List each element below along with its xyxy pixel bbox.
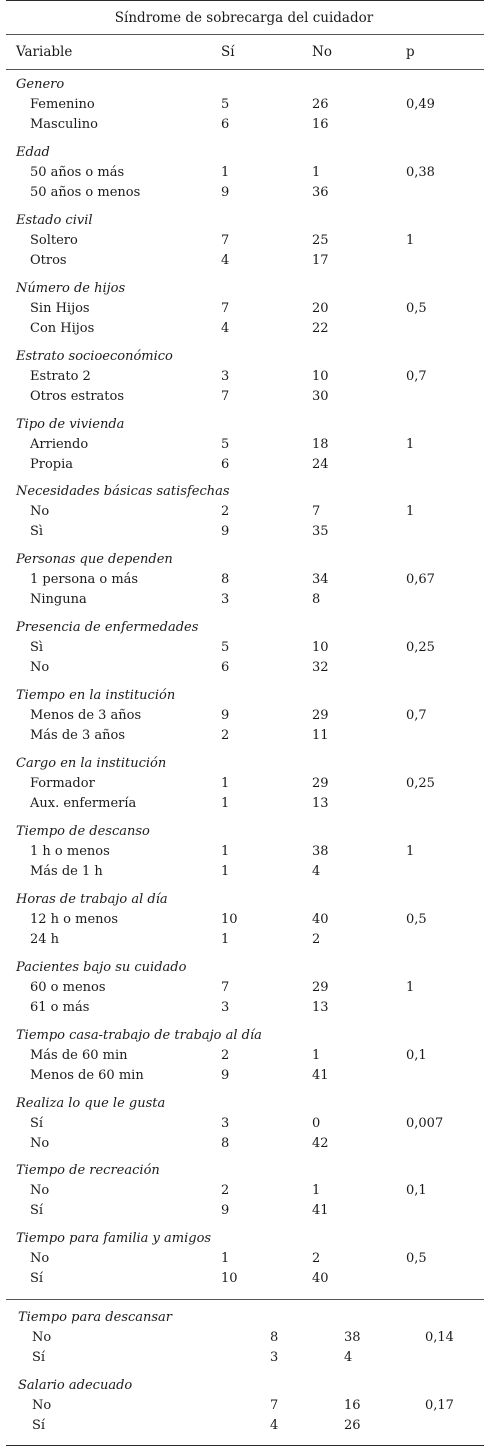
cell-si: 3 [270,1350,279,1365]
cell-no: 40 [312,1271,329,1286]
cell-no: 13 [312,796,329,811]
cell-no: 38 [312,844,329,859]
cell-no: 0 [312,1116,321,1131]
cell-p: 0,25 [406,640,435,655]
cell-no: 1 [312,1183,321,1198]
group-label: Tiempo de recreación [16,1163,160,1178]
cell-no: 40 [312,912,329,927]
cell-no: 35 [312,524,329,539]
row-label: Femenino [30,97,95,112]
cell-no: 1 [312,165,321,180]
cell-no: 42 [312,1136,329,1151]
row-label: Arriendo [30,437,89,452]
cell-no: 38 [344,1330,361,1345]
cell-si: 9 [221,185,230,200]
cell-si: 6 [221,117,230,132]
cell-no: 20 [312,301,329,316]
cell-si: 1 [221,932,230,947]
row-label: 50 años o más [30,165,125,180]
cell-si: 9 [221,524,230,539]
cell-no: 30 [312,389,329,404]
cell-si: 2 [221,1183,230,1198]
group-label: Genero [16,77,65,92]
cell-no: 7 [312,504,321,519]
cell-no: 2 [312,932,321,947]
cell-si: 1 [221,864,230,879]
cell-no: 34 [312,572,329,587]
row-label: Sí [32,1350,46,1365]
row-label: Menos de 60 min [30,1068,144,1083]
section-rule [6,1299,484,1300]
row-label: Otros estratos [30,389,125,404]
row-label: 24 h [30,932,60,947]
row-label: Con Hijos [30,321,95,336]
cell-p: 0,67 [406,572,435,587]
row-label: 12 h o menos [30,912,119,927]
cell-no: 16 [312,117,329,132]
cell-si: 7 [270,1398,279,1413]
cell-si: 3 [221,369,230,384]
cell-no: 25 [312,233,329,248]
group-label: Salario adecuado [18,1378,133,1393]
header-no: No [312,44,332,60]
cell-p: 1 [406,980,415,995]
header-rule [6,69,484,70]
cell-si: 8 [221,572,230,587]
group-label: Estrato socioeconómico [16,349,173,364]
cell-si: 3 [221,1000,230,1015]
row-label: No [30,1251,50,1266]
cell-si: 1 [221,796,230,811]
cell-no: 13 [312,1000,329,1015]
cell-no: 1 [312,1048,321,1063]
cell-si: 8 [270,1330,279,1345]
row-label: 61 o más [30,1000,90,1015]
group-label: Estado civil [16,213,93,228]
cell-p: 1 [406,233,415,248]
cell-si: 10 [221,1271,238,1286]
row-label: 60 o menos [30,980,106,995]
group-label: Horas de trabajo al día [16,892,168,907]
cell-no: 24 [312,457,329,472]
row-label: Otros [30,253,67,268]
row-label: No [30,504,50,519]
bottom-rule [6,1445,484,1446]
cell-si: 4 [221,321,230,336]
cell-si: 7 [221,233,230,248]
row-label: Menos de 3 años [30,708,142,723]
row-label: Estrato 2 [30,369,91,384]
row-label: No [30,1136,50,1151]
cell-no: 26 [344,1418,361,1433]
group-label: Presencia de enfermedades [16,620,199,635]
row-label: Sí [30,1271,44,1286]
cell-si: 4 [270,1418,279,1433]
cell-si: 5 [221,97,230,112]
row-label: Sin Hijos [30,301,90,316]
cell-no: 29 [312,980,329,995]
group-label: Tiempo casa-trabajo de trabajo al día [16,1028,262,1043]
cell-p: 1 [406,504,415,519]
cell-p: 0,14 [425,1330,454,1345]
cell-si: 5 [221,640,230,655]
header-si: Sí [221,44,235,60]
group-label: Número de hijos [16,281,126,296]
group-label: Tiempo en la institución [16,688,176,703]
cell-no: 36 [312,185,329,200]
cell-si: 8 [221,1136,230,1151]
cell-si: 7 [221,389,230,404]
cell-no: 17 [312,253,329,268]
row-label: Sì [30,640,44,655]
cell-p: 0,25 [406,776,435,791]
row-label: 1 persona o más [30,572,139,587]
cell-si: 9 [221,708,230,723]
cell-p: 0,17 [425,1398,454,1413]
group-label: Tiempo para descansar [18,1310,173,1325]
header-variable: Variable [16,44,73,60]
group-label: Pacientes bajo su cuidado [16,960,187,975]
cell-si: 2 [221,1048,230,1063]
cell-si: 1 [221,165,230,180]
row-label: No [30,660,50,675]
row-label: 1 h o menos [30,844,110,859]
row-label: Ninguna [30,592,87,607]
cell-no: 4 [312,864,321,879]
cell-si: 9 [221,1068,230,1083]
row-label: Sí [30,1203,44,1218]
cell-no: 22 [312,321,329,336]
cell-si: 7 [221,980,230,995]
cell-si: 4 [221,253,230,268]
group-label: Realiza lo que le gusta [16,1096,166,1111]
cell-no: 32 [312,660,329,675]
row-label: No [32,1330,52,1345]
cell-no: 8 [312,592,321,607]
row-label: Sí [32,1418,46,1433]
cell-si: 3 [221,592,230,607]
header-p: p [406,44,415,60]
group-label: Edad [16,145,50,160]
row-label: Soltero [30,233,78,248]
cell-si: 1 [221,1251,230,1266]
cell-p: 0,5 [406,912,427,927]
cell-no: 10 [312,369,329,384]
cell-no: 4 [344,1350,353,1365]
cell-no: 2 [312,1251,321,1266]
cell-p: 0,1 [406,1183,427,1198]
cell-p: 1 [406,437,415,452]
title-rule [6,34,484,35]
cell-si: 1 [221,844,230,859]
top-rule [6,0,484,1]
cell-no: 11 [312,728,329,743]
cell-p: 0,7 [406,369,427,384]
cell-no: 41 [312,1068,329,1083]
group-label: Cargo en la institución [16,756,167,771]
group-label: Necesidades básicas satisfechas [16,484,230,499]
table-title: Síndrome de sobrecarga del cuidador [114,10,374,26]
group-label: Tipo de vivienda [16,417,125,432]
cell-si: 10 [221,912,238,927]
cell-si: 7 [221,301,230,316]
cell-p: 0,5 [406,1251,427,1266]
row-label: Sí [30,1116,44,1131]
cell-si: 2 [221,504,230,519]
cell-si: 3 [221,1116,230,1131]
row-label: Más de 3 años [30,728,126,743]
row-label: Formador [30,776,95,791]
row-label: No [32,1398,52,1413]
cell-p: 0,7 [406,708,427,723]
row-label: Propia [30,457,74,472]
cell-p: 0,007 [406,1116,444,1131]
cell-si: 6 [221,660,230,675]
cell-si: 1 [221,776,230,791]
row-label: Sì [30,524,44,539]
group-label: Tiempo de descanso [16,824,150,839]
row-label: 50 años o menos [30,185,141,200]
row-label: Más de 60 min [30,1048,128,1063]
cell-si: 2 [221,728,230,743]
cell-p: 0,38 [406,165,435,180]
row-label: Masculino [30,117,98,132]
cell-si: 6 [221,457,230,472]
cell-p: 1 [406,844,415,859]
cell-p: 0,5 [406,301,427,316]
row-label: Aux. enfermería [30,796,137,811]
group-label: Personas que dependen [16,552,173,567]
cell-no: 16 [344,1398,361,1413]
cell-no: 18 [312,437,329,452]
cell-no: 26 [312,97,329,112]
group-label: Tiempo para familia y amigos [16,1231,212,1246]
cell-no: 10 [312,640,329,655]
cell-si: 9 [221,1203,230,1218]
cell-p: 0,49 [406,97,435,112]
cell-no: 29 [312,708,329,723]
cell-si: 5 [221,437,230,452]
cell-p: 0,1 [406,1048,427,1063]
row-label: No [30,1183,50,1198]
row-label: Más de 1 h [30,864,103,879]
cell-no: 29 [312,776,329,791]
cell-no: 41 [312,1203,329,1218]
